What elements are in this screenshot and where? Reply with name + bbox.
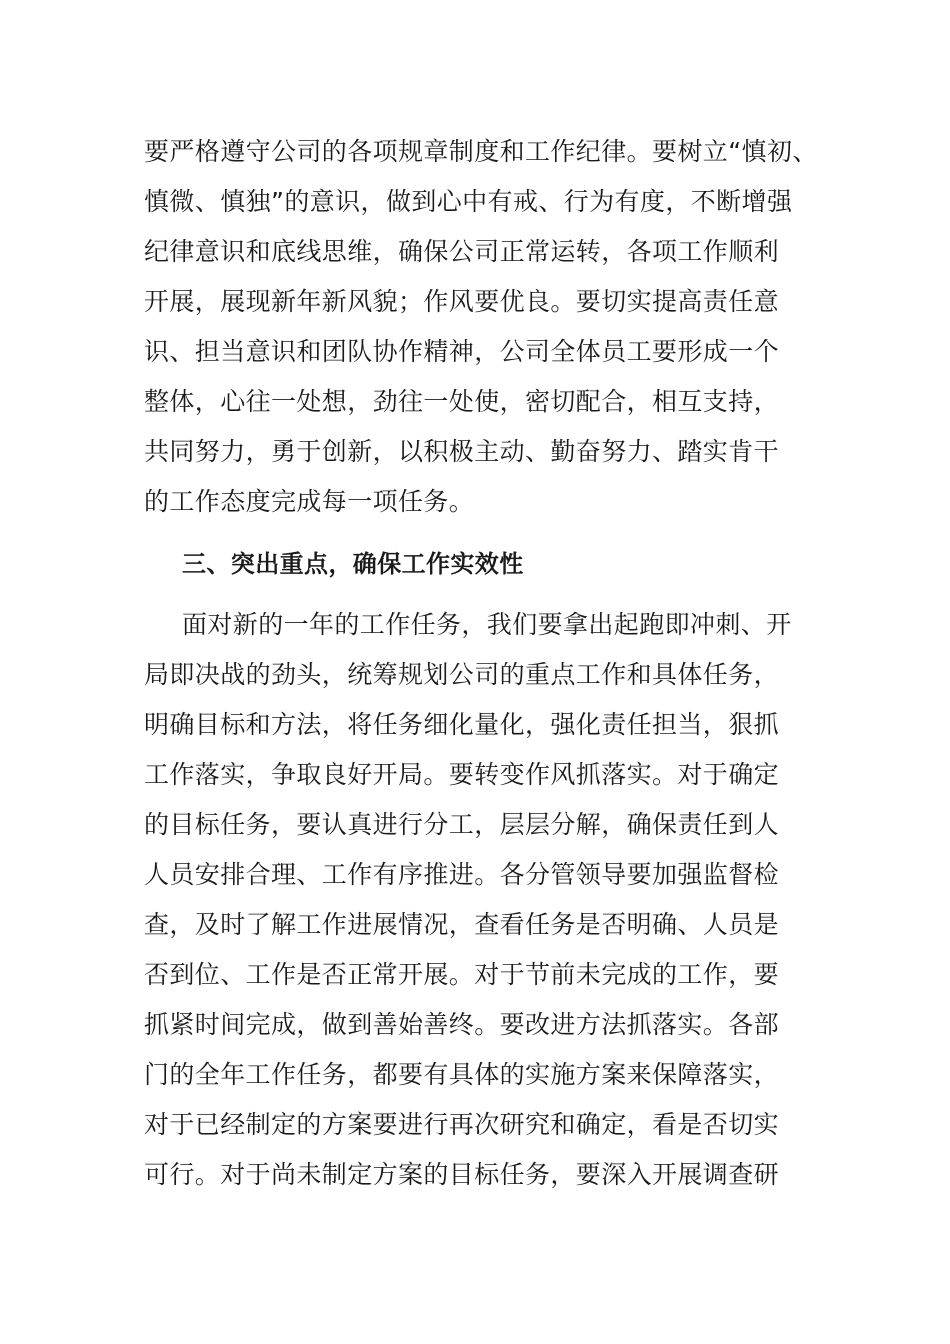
- paragraph-line: 慎微、慎独”的意识，做到心中有戒、行为有度，不断增强: [144, 187, 793, 216]
- paragraph-line: 共同努力，勇于创新，以积极主动、勤奋努力、踏实肯干: [144, 437, 780, 466]
- paragraph-key-priorities: [144, 600, 814, 1200]
- paragraph-line: 面对新的一年的工作任务，我们要拿出起跑即冲刺、开: [182, 610, 792, 639]
- section-heading: 三、突出重点，确保工作实效性: [182, 550, 524, 578]
- paragraph-line: 抓紧时间完成，做到善始善终。要改进方法抓落实。各部: [144, 1010, 780, 1039]
- paragraph-line: 可行。对于尚未制定方案的目标任务，要深入开展调查研: [144, 1160, 780, 1189]
- paragraph-line: 否到位、工作是否正常开展。对于节前未完成的工作，要: [144, 960, 780, 989]
- paragraph-line: 纪律意识和底线思维，确保公司正常运转，各项工作顺利: [144, 237, 780, 266]
- paragraph-line: 的目标任务，要认真进行分工，层层分解，确保责任到人: [144, 810, 780, 839]
- paragraph-line: 查，及时了解工作进展情况，查看任务是否明确、人员是: [144, 910, 780, 939]
- paragraph-line: 的工作态度完成每一项任务。: [144, 487, 475, 516]
- paragraph-line: 对于已经制定的方案要进行再次研究和确定，看是否切实: [144, 1110, 780, 1139]
- paragraph-line: 人员安排合理、工作有序推进。各分管领导要加强监督检: [144, 860, 780, 889]
- paragraph-line: 整体，心往一处想，劲往一处使，密切配合，相互支持，: [144, 387, 780, 416]
- paragraph-line: 门的全年工作任务，都要有具体的实施方案来保障落实，: [144, 1060, 780, 1089]
- paragraph-line: 要严格遵守公司的各项规章制度和工作纪律。要树立“慎初、: [144, 137, 818, 166]
- paragraph-line: 识、担当意识和团队协作精神，公司全体员工要形成一个: [144, 337, 780, 366]
- section-heading-block: [144, 539, 814, 589]
- paragraph-line: 开展，展现新年新风貌；作风要优良。要切实提高责任意: [144, 287, 780, 316]
- paragraph-line: 明确目标和方法，将任务细化量化，强化责任担当，狠抓: [144, 710, 780, 739]
- paragraph-line: 局即决战的劲头，统筹规划公司的重点工作和具体任务，: [144, 660, 780, 689]
- paragraph-discipline: [144, 127, 818, 527]
- paragraph-line: 工作落实，争取良好开局。要转变作风抓落实。对于确定: [144, 760, 780, 789]
